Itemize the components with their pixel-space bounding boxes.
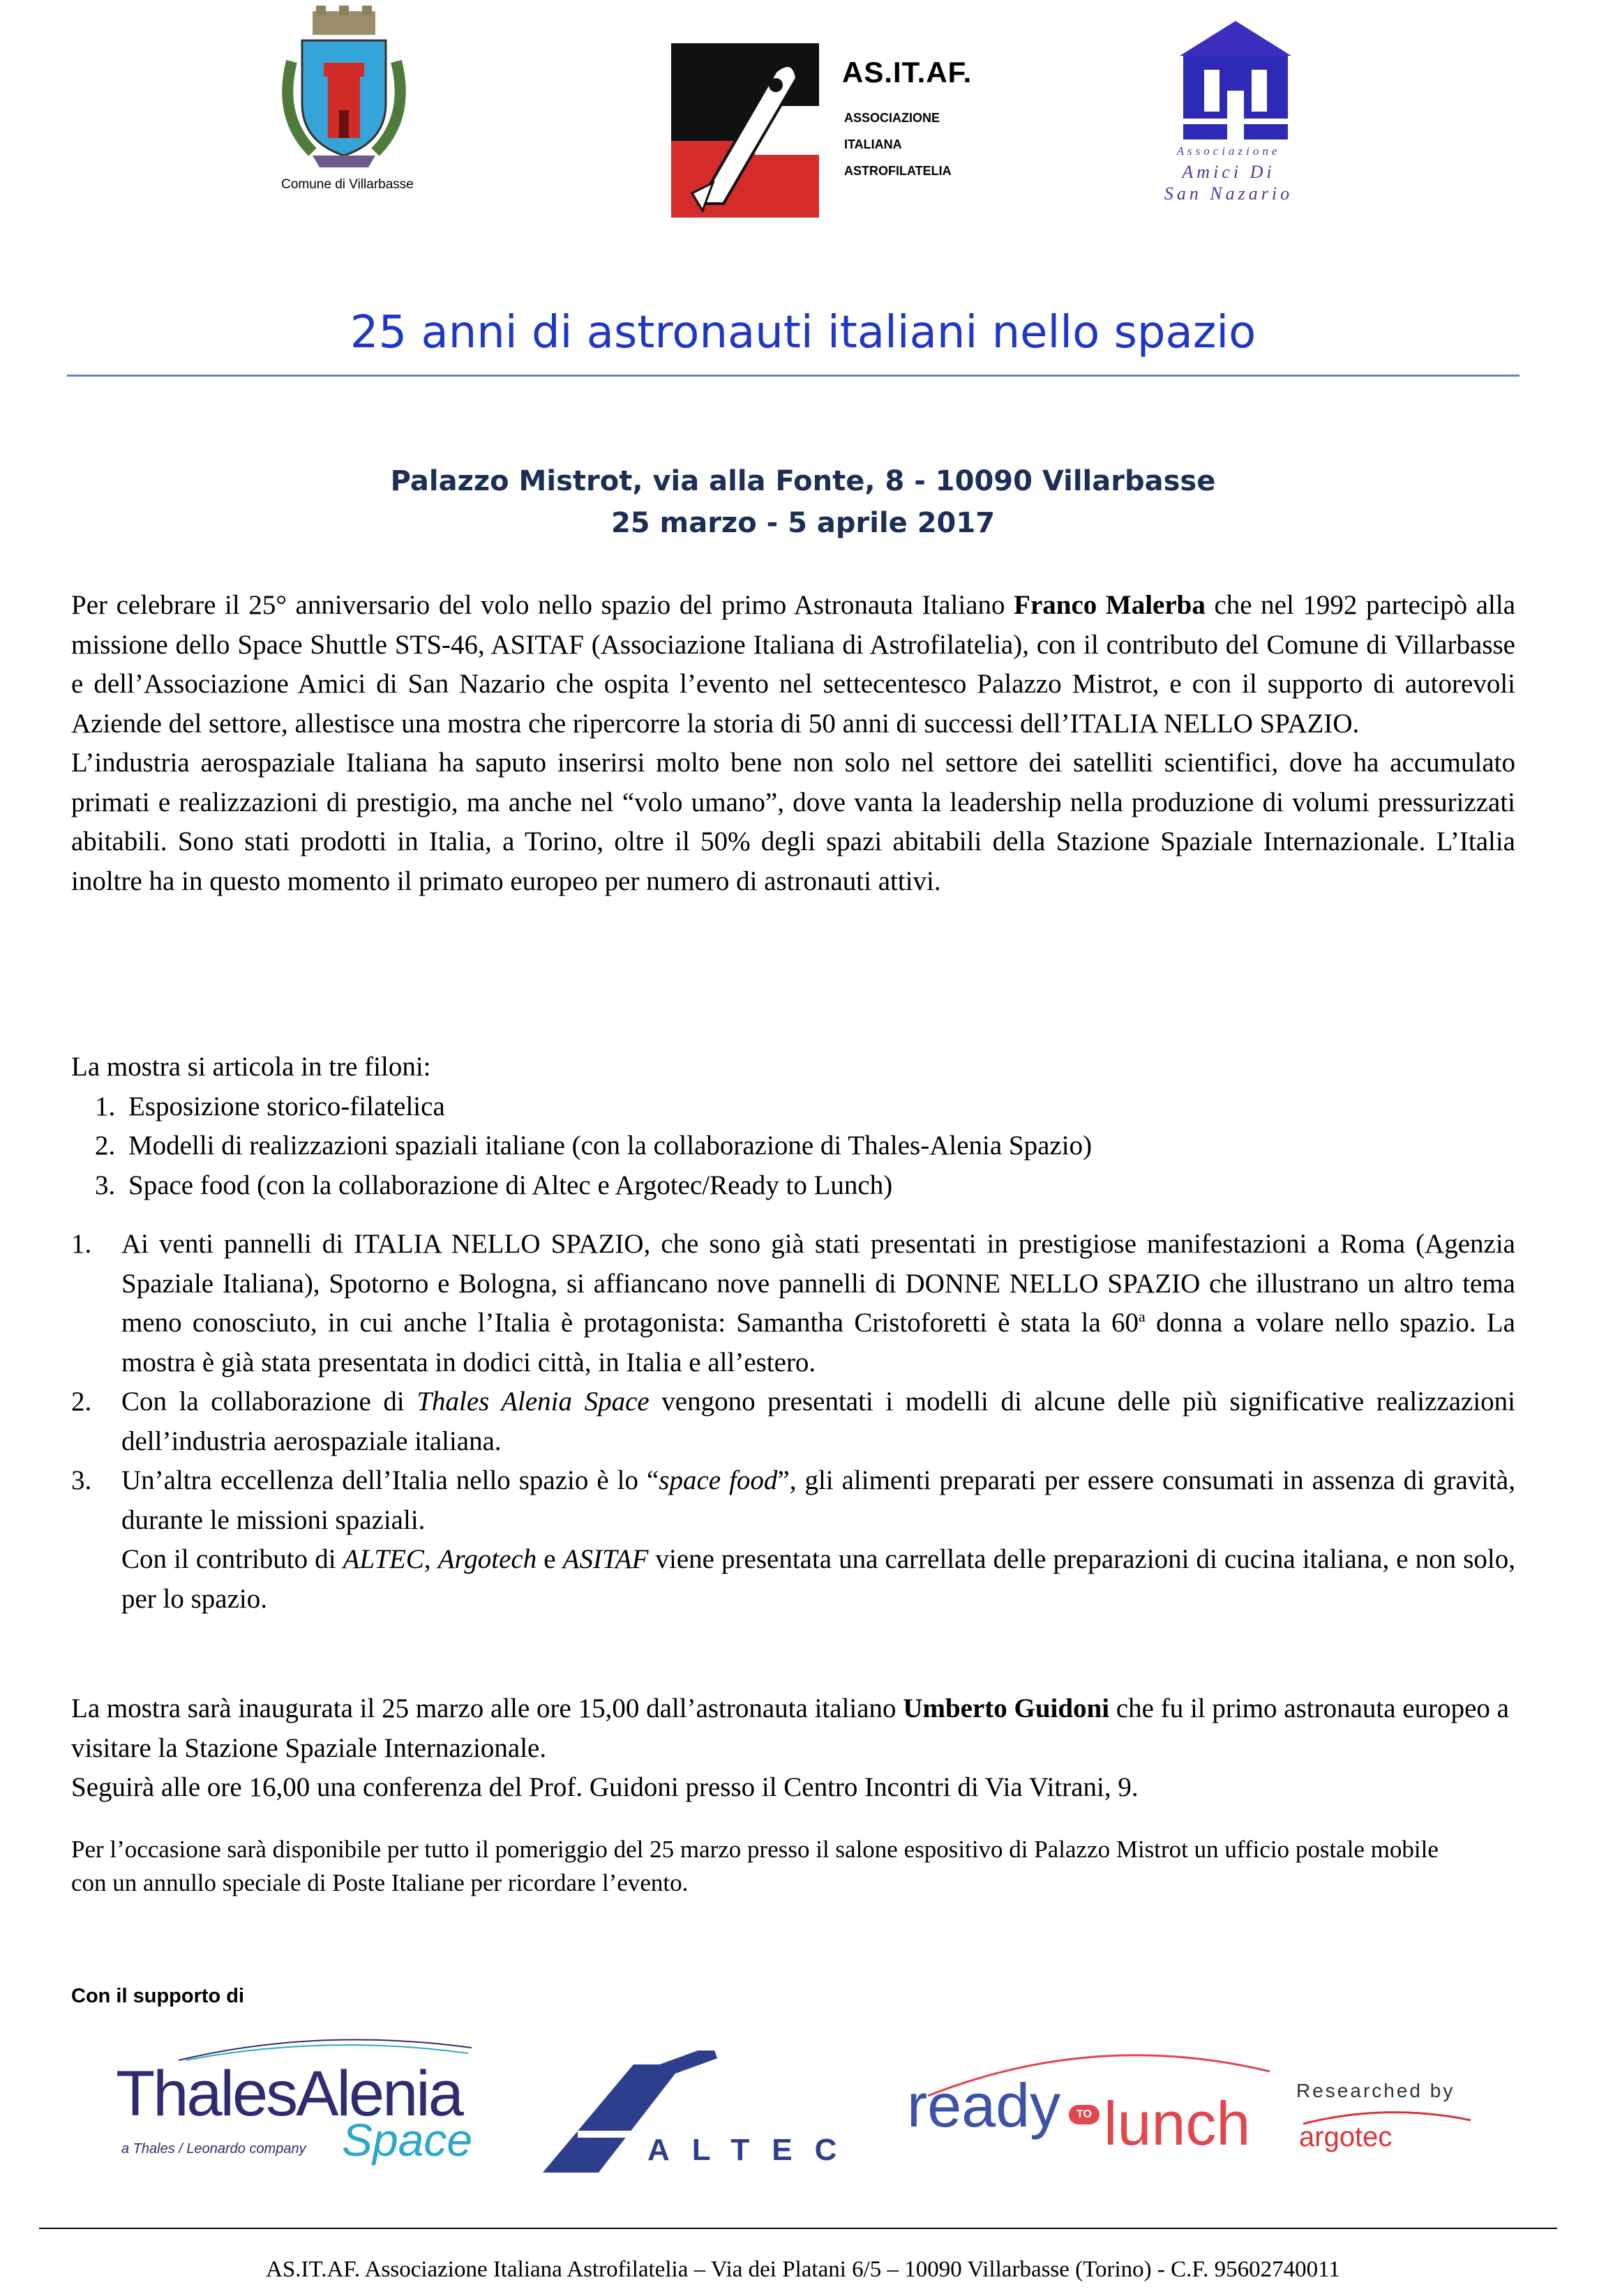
- footer-divider: [39, 2228, 1557, 2229]
- swoosh-icon: [179, 2034, 472, 2062]
- page-title: 25 anni di astronauti italiani nello spazio: [350, 307, 1256, 358]
- conference-text: Seguirà alle ore 16,00 una conferenza del Prof. Guidoni presso il Centro Incontri di Via Vitrani, 9.: [71, 1772, 1139, 1802]
- title-divider: [67, 375, 1519, 377]
- list-item-text: Esposizione storico-filatelica: [128, 1091, 445, 1121]
- list-item-text: Space food (con la collaborazione di Altec e Argotec/Ready to Lunch): [128, 1170, 893, 1200]
- san-nazario-line2: Amici Di: [1182, 162, 1275, 182]
- coat-of-arms-icon: [264, 6, 424, 173]
- researched-by: Researched by: [1296, 2080, 1455, 2101]
- superscript-a: a: [1139, 1308, 1146, 1325]
- intro-paragraph-1: Per celebrare il 25° anniversario del volo nello spazio del primo Astronauta Italiano Franco Malerba che nel 1992 partecipò alla missione dello Space Shuttle STS-46, ASITAF (Associazione Italiana di Astrofilatelia), con il contributo del Comune di Villarbasse e dell’Associazione Amici di San Nazario che ospita l’evento nel settecentesco Palazzo Mistrot, e con il supporto di autorevoli Aziende del settore, allestisce una mostra che ripercorre la storia di 50 anni di successi dell’ITALIA NELLO SPAZIO.: [71, 590, 1516, 739]
- san-nazario-line1: Associazione: [1176, 144, 1281, 158]
- thales-wordmark: ThalesAlenia: [116, 2058, 462, 2129]
- ready-word: ready: [907, 2071, 1061, 2140]
- comune-label: Comune di Villarbasse: [281, 177, 414, 192]
- thales-space: Space: [342, 2114, 473, 2166]
- asitaf-line2: ITALIANA: [844, 137, 902, 151]
- intro-section: [71, 586, 1515, 901]
- church-facade-icon: [1166, 14, 1305, 143]
- postal-note: Per l’occasione sarà disponibile per tutto il pomeriggio del 25 marzo presso il salone espositivo di Palazzo Mistrot un ufficio postale mobile con un annullo speciale di Poste Italiane per ricordare l’evento.: [71, 1836, 1439, 1896]
- umberto-guidoni: Umberto Guidoni: [903, 1693, 1110, 1723]
- thales-alenia-logo: [116, 2037, 506, 2169]
- venue-dates: 25 marzo - 5 aprile 2017: [610, 507, 996, 539]
- themes-section: [71, 1048, 1515, 1205]
- to-badge: TO: [1069, 2105, 1100, 2124]
- asitaf-line1: ASSOCIAZIONE: [844, 111, 940, 125]
- franco-malerba: Franco Malerba: [1014, 590, 1206, 620]
- venue-address: Palazzo Mistrot, via alla Fonte, 8 - 10090 Villarbasse: [390, 465, 1216, 497]
- asitaf-logo: [671, 43, 973, 218]
- asitaf-name: AS.IT.AF.: [842, 56, 973, 89]
- comune-logo: [264, 6, 424, 201]
- altec-wordmark: ALTEC: [647, 2133, 860, 2167]
- inauguration-section: [71, 1689, 1515, 1808]
- intro-paragraph-2: L’industria aerospaziale Italiana ha saputo inserirsi molto bene non solo nel settore dei satelliti scientifici, dove ha accumulato primati e realizzazioni di prestigio, ma anche nel “volo umano”, dove vanta la leadership nella produzione di volumi pressurizzati abitabili. Sono stati prodotti in Italia, a Torino, oltre il 50% degli spazi abitabili della Stazione Spaziale Internazionale. L’Italia inoltre ha in questo momento il primato europeo per numero di astronauti attivi.: [71, 748, 1515, 896]
- ready-to-lunch-logo: [907, 2044, 1284, 2176]
- detail-number: 2.: [71, 1387, 92, 1417]
- asitaf-line3: ASTROFILATELIA: [844, 164, 952, 178]
- venue-block: [0, 460, 1606, 544]
- list-item: [95, 1126, 1515, 1166]
- lunch-word: lunch: [1104, 2089, 1251, 2158]
- list-number: 1.: [95, 1091, 116, 1121]
- argotec-wordmark: argotec: [1299, 2122, 1393, 2152]
- san-nazario-line3: San Nazario: [1164, 183, 1293, 204]
- list-number: 2.: [95, 1131, 116, 1161]
- altec-logo: [536, 2050, 871, 2176]
- argotec-logo: [1296, 2080, 1506, 2163]
- detail-item-1: 1. Ai venti pannelli di ITALIA NELLO SPAZIO, che sono già stati presentati in prestigiose manifestazioni a Roma (Agenzia Spaziale Italiana), Spotorno e Bologna, si affiancano nove pannelli di DONNE NELLO SPAZIO che illustrano un altro tema meno conosciuto, in cui anche l’Italia è protagonista: Samantha Cristoforetti è stata la 60$^a$ donna a volare nello spazio. La mostra è già stata presentata in dodici città, in Italia e all’estero.: [71, 1225, 1515, 1382]
- themes-intro: La mostra si articola in tre filoni:: [71, 1052, 431, 1082]
- list-item: [95, 1166, 1515, 1206]
- detail-item-2: 2. Con la collaborazione di Thales Alenia Space vengono presentati i modelli di alcune delle più significative realizzazioni dell’industria aerospaziale italiana.: [71, 1382, 1515, 1461]
- list-number: 3.: [95, 1170, 116, 1200]
- list-item: [95, 1087, 1515, 1127]
- themes-list: [71, 1087, 1515, 1206]
- thales-tag: a Thales / Leonardo company: [121, 2141, 306, 2157]
- footer-text: AS.IT.AF. Associazione Italiana Astrofilatelia – Via dei Platani 6/5 – 10090 Villarbasse (Torino) - C.F. 95602740011: [266, 2257, 1340, 2282]
- detail-number: 1.: [71, 1229, 92, 1259]
- list-item-text: Modelli di realizzazioni spaziali italiane (con la collaborazione di Thales-Alenia Spazio): [128, 1131, 1093, 1161]
- detail-item-3: 3. Un’altra eccellenza dell’Italia nello spazio è lo “space food”, gli alimenti preparati per essere consumati in assenza di gravità, durante le missioni spaziali. Con il contributo di ALTEC, Argotech e ASITAF viene presentata una carrellata delle preparazioni di cucina italiana, e non solo, per lo spazio.: [71, 1461, 1515, 1619]
- detail-number: 3.: [71, 1465, 92, 1495]
- support-label: Con il supporto di: [71, 1985, 245, 2007]
- details-section: [71, 1225, 1515, 1619]
- inauguration-text: La mostra sarà inaugurata il 25 marzo alle ore 15,00 dall’astronauta italiano Umberto Guidoni che fu il primo astronauta europeo a visitare la Stazione Spaziale Internazionale.: [71, 1693, 1509, 1763]
- space-shuttle-stamp-icon: [671, 43, 819, 218]
- san-nazario-logo: [1134, 14, 1323, 202]
